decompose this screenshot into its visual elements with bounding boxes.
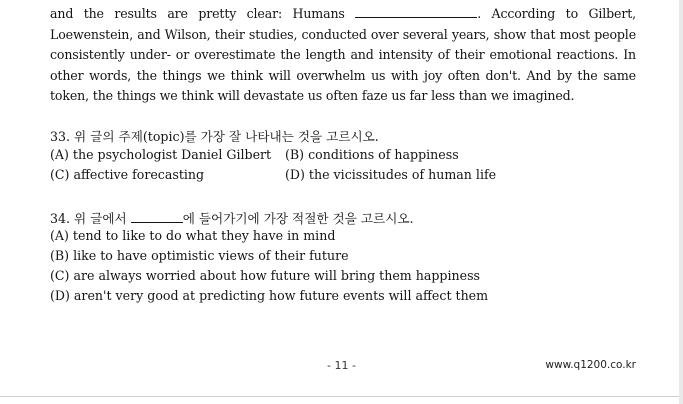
question-33-row-2 bbox=[50, 167, 497, 182]
question-34-blank bbox=[131, 211, 183, 223]
question-34-prompt-end: 에 들어가기에 가장 적절한 것을 고르시오. bbox=[182, 211, 414, 226]
question-34-option-d[interactable]: (D) aren't very good at predicting how future events will affect them bbox=[50, 288, 489, 303]
question-33-option-b[interactable]: (B) conditions of happiness bbox=[285, 147, 459, 162]
page-bottom-divider bbox=[0, 396, 683, 397]
passage-text-rest: . According to Gilbert, Loewenstein, and Wilson, their studies, conducted over several years, show that most people consistently under- or overestimate the length and intensity of their emotional reactions. In other words, the things we think will overwhelm us with joy often don't. And by the same token, the things we think will devastate us often faze us far less than we imagined. bbox=[50, 6, 636, 104]
question-33-row-1 bbox=[50, 147, 459, 162]
page-number: - 11 - bbox=[327, 359, 356, 372]
answer-blank bbox=[355, 6, 477, 18]
question-33-prompt: 33. 위 글의 주제(topic)를 가장 잘 나타내는 것을 고르시오. bbox=[50, 129, 379, 144]
question-34-option-b[interactable]: (B) like to have optimistic views of their future bbox=[50, 248, 349, 263]
site-url[interactable]: www.q1200.co.kr bbox=[545, 359, 636, 371]
question-33-option-c[interactable]: (C) affective forecasting bbox=[50, 167, 205, 182]
page-edge bbox=[679, 0, 683, 404]
question-34-option-c[interactable]: (C) are always worried about how future will bring them happiness bbox=[50, 268, 481, 283]
question-34-prompt bbox=[50, 208, 414, 227]
passage-text-start: and the results are pretty clear: Humans bbox=[50, 6, 356, 21]
reading-passage bbox=[50, 4, 636, 107]
question-34-option-a[interactable]: (A) tend to like to do what they have in mind bbox=[50, 228, 336, 243]
question-33-option-a[interactable]: (A) the psychologist Daniel Gilbert bbox=[50, 147, 272, 162]
question-33-option-d[interactable]: (D) the vicissitudes of human life bbox=[285, 167, 497, 182]
question-34-prompt-start: 34. 위 글에서 bbox=[50, 211, 131, 226]
